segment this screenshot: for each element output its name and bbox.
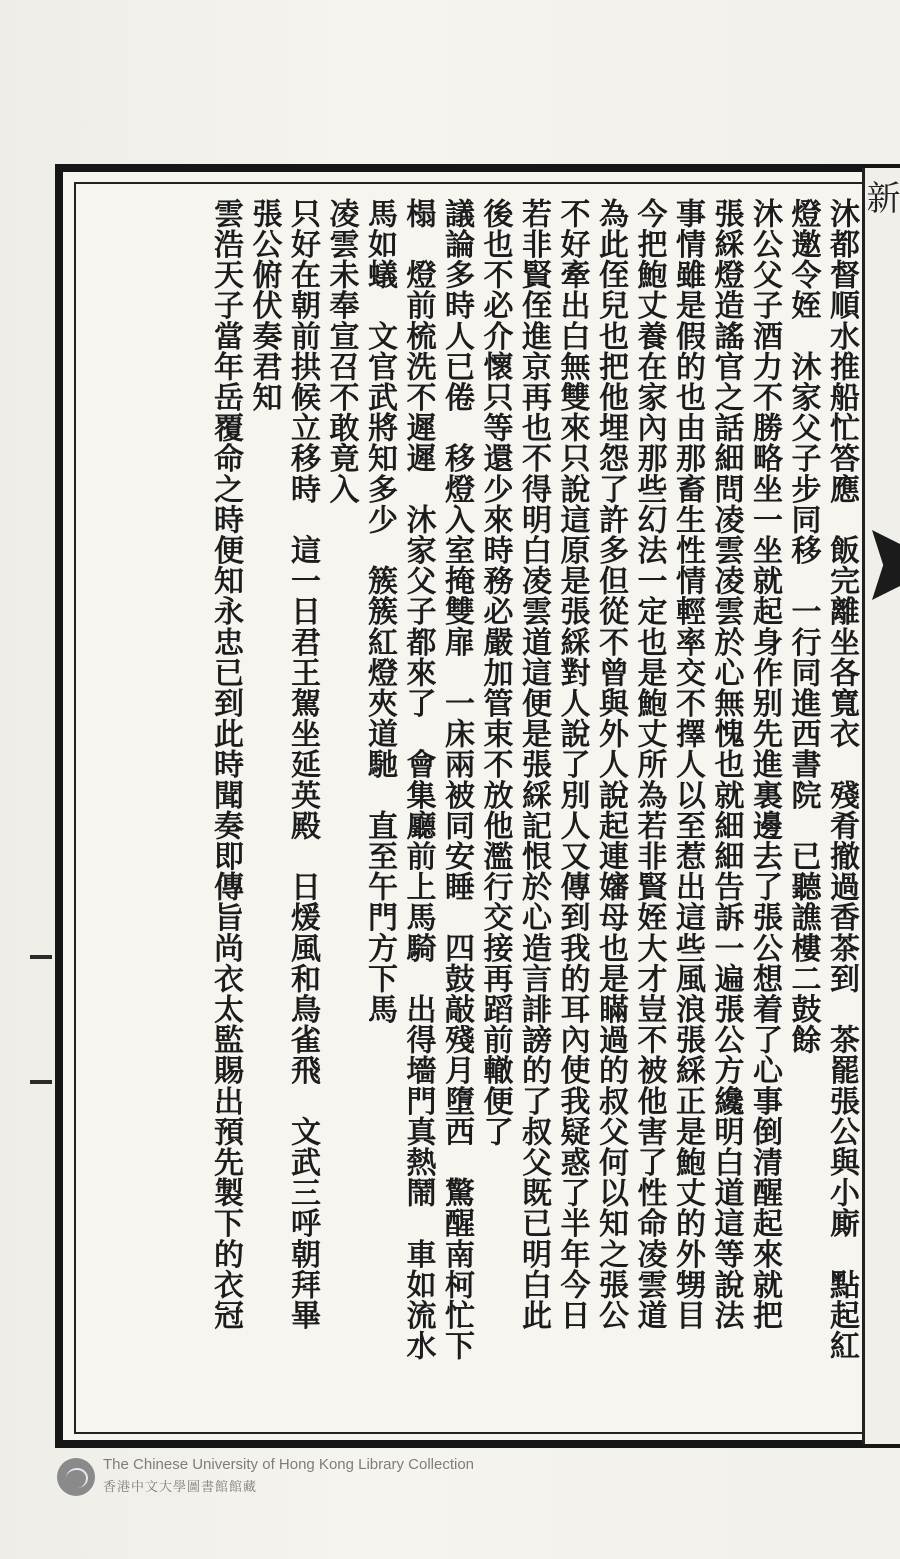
- text-column: 燈邀令姪 沐家父子步同移 一行同進西書院 已聽譙樓二鼓餘: [785, 198, 821, 1055]
- collection-credit-chinese: 香港中文大學圖書館館藏: [103, 1480, 258, 1495]
- text-column: 後也不必介懷只等還少來時務必嚴加管束不放他濫行交接再蹈前轍便了: [477, 198, 513, 1147]
- text-column: 雲浩天子當年岳覆命之時便知永忠已到此時聞奏即傳旨尚衣太監賜出預先製下的衣冠: [208, 198, 243, 1331]
- text-column: 凌雲未奉宣召不敢竟入: [323, 198, 359, 504]
- text-column: 馬如蟻 文官武將知多少 簇簇紅燈夾道馳 直至午門方下馬: [362, 198, 397, 1025]
- text-column: 若非賢侄進京再也不得明白凌雲道這便是張綵記恨於心造言誹謗的了叔父既已明白此: [516, 198, 551, 1331]
- text-column: 為此侄兒也把他埋怨了許多但從不曾與外人說起連嬸母也是瞞過的叔父何以知之張公: [593, 198, 628, 1331]
- text-column: 不好牽出白無雙來只說這原是張綵對人說了別人又傳到我的耳內使我疑惑了半年今日: [554, 198, 590, 1331]
- text-body: [90, 198, 860, 1428]
- binding-thread-mark: [30, 1080, 52, 1084]
- fold-margin: [862, 168, 900, 1444]
- binding-thread-mark: [30, 955, 52, 959]
- text-column: 張綵燈造謠官之話細問凌雲凌雲於心無愧也就細細告訴一遍張公方纔明白道這等說法: [708, 198, 744, 1331]
- text-column: 榻 燈前梳洗不遲遲 沐家父子都來了 會集廳前上馬騎 出得墻門真熱鬧 車如流水: [400, 198, 436, 1361]
- text-column: 沐公父子酒力不勝略坐一坐就起身作别先進裏邊去了張公想着了心事倒清醒起來就把: [747, 198, 782, 1331]
- margin-title: 新: [860, 180, 900, 216]
- text-column: 事情雖是假的也由那畜生性情輕率交不擇人以至惹出這些風浪張綵正是鮑丈的外甥目: [670, 198, 705, 1331]
- text-column: 只好在朝前拱候立移時 這一日君王駕坐延英殿 日煖風和鳥雀飛 文武三呼朝拜畢: [285, 198, 320, 1331]
- library-logo-icon: [57, 1458, 95, 1496]
- text-column: 沐都督順水推船忙答應 飯完離坐各寬衣 殘肴撤過香茶到 茶罷張公與小廝 點起紅: [824, 198, 859, 1361]
- text-column: 議論多時人已倦 移燈入室掩雙扉 一床兩被同安睡 四鼓敲殘月墮西 驚醒南柯忙下: [439, 198, 474, 1361]
- text-column: 張公俯伏奏君知: [246, 198, 282, 413]
- collection-credit-english: The Chinese University of Hong Kong Library Collection: [103, 1456, 475, 1473]
- text-column: 今把鮑丈養在家內那些幻法一定也是鮑丈所為若非賢姪大才豈不被他害了性命凌雲道: [631, 198, 667, 1331]
